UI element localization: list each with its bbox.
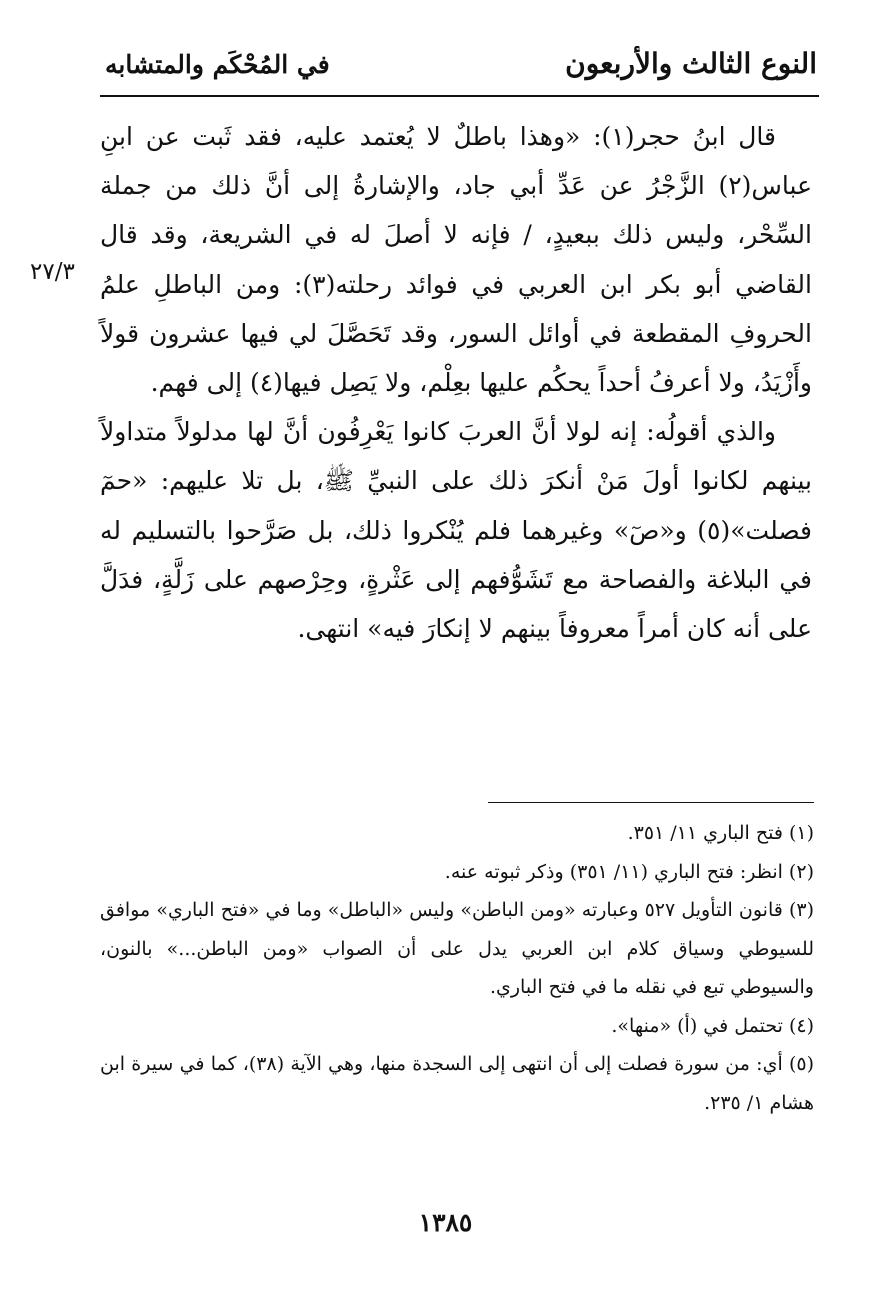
section-title: في المُحْكَم والمتشابه xyxy=(105,50,330,79)
footnote-2: (٢) انظر: فتح الباري (١١/ ٣٥١) وذكر ثبوته عنه. xyxy=(444,860,814,883)
margin-page-reference: ٢٧/٣ xyxy=(30,259,75,285)
paragraph-2: والذي أقولُه: إنه لولا أنَّ العربَ كانوا يَعْرِفُون أنَّ لها مدلولاً متداولاً بينهم لكانوا أولَ مَنْ أنكرَ ذلك على النبيِّ ﷺ، بل تلا عليهم: «حمٓ فصلت»(٥) و«صٓ» وغيرهما فلم يُنْكروا ذلك، بل صَرَّحوا بالتسليم له في البلاغة والفصاحة مع تَشَوُّفهم إلى عَثْرةٍ، وحِرْصهم على زَلَّةٍ، فدَلَّ على أنه كان أمراً معروفاً بينهم لا إنكارَ فيه» انتهى. xyxy=(100,417,813,644)
page-number: ١٣٨٥ xyxy=(418,1208,473,1237)
paragraph-1: قال ابنُ حجر(١): «وهذا باطلٌ لا يُعتمد عليه، فقد ثَبت عن ابنِ عباس(٢) الزَّجْرُ عن عَدِّ أبي جاد، والإشارةُ إلى أنَّ ذلك من جملة السِّحْر، وليس ذلك ببعيدٍ، / فإنه لا أصلَ له في الشريعة، وقد قال القاضي أبو بكر ابن العربي في فوائد رحلته(٣): ومن الباطلِ علمُ الحروفِ المقطعة في أوائل السور، وقد تَحَصَّلَ لي فيها عشرون قولاً وأَزْيَدُ، ولا أعرفُ أحداً يحكُم عليها بعِلْم، ولا يَصِل فيها(٤) إلى فهم. xyxy=(100,122,812,398)
footnote-1: (١) فتح الباري ١١/ ٣٥١. xyxy=(627,822,814,844)
footnote-divider xyxy=(488,802,814,803)
running-header xyxy=(105,44,817,94)
main-text xyxy=(100,112,812,653)
chapter-title: النوع الثالث والأربعون xyxy=(565,47,817,80)
footnote-3: (٣) قانون التأويل ٥٢٧ وعبارته «ومن الباطن» وليس «الباطل» وما في «فتح الباري» موافق للسيوطي وسياق كلام ابن العربي يدل على أن الصواب «ومن الباطن...» بالنون، والسيوطي تبع في نقله ما في فتح الباري. xyxy=(100,899,814,998)
footnotes xyxy=(100,814,814,1122)
footnote-4: (٤) تحتمل في (أ) «منها». xyxy=(611,1014,814,1037)
header-divider xyxy=(100,95,819,97)
footnote-5: (٥) أي: من سورة فصلت إلى أن انتهى إلى السجدة منها، وهي الآية (٣٨)، كما في سيرة ابن هشام ١/ ٢٣٥. xyxy=(100,1053,814,1114)
